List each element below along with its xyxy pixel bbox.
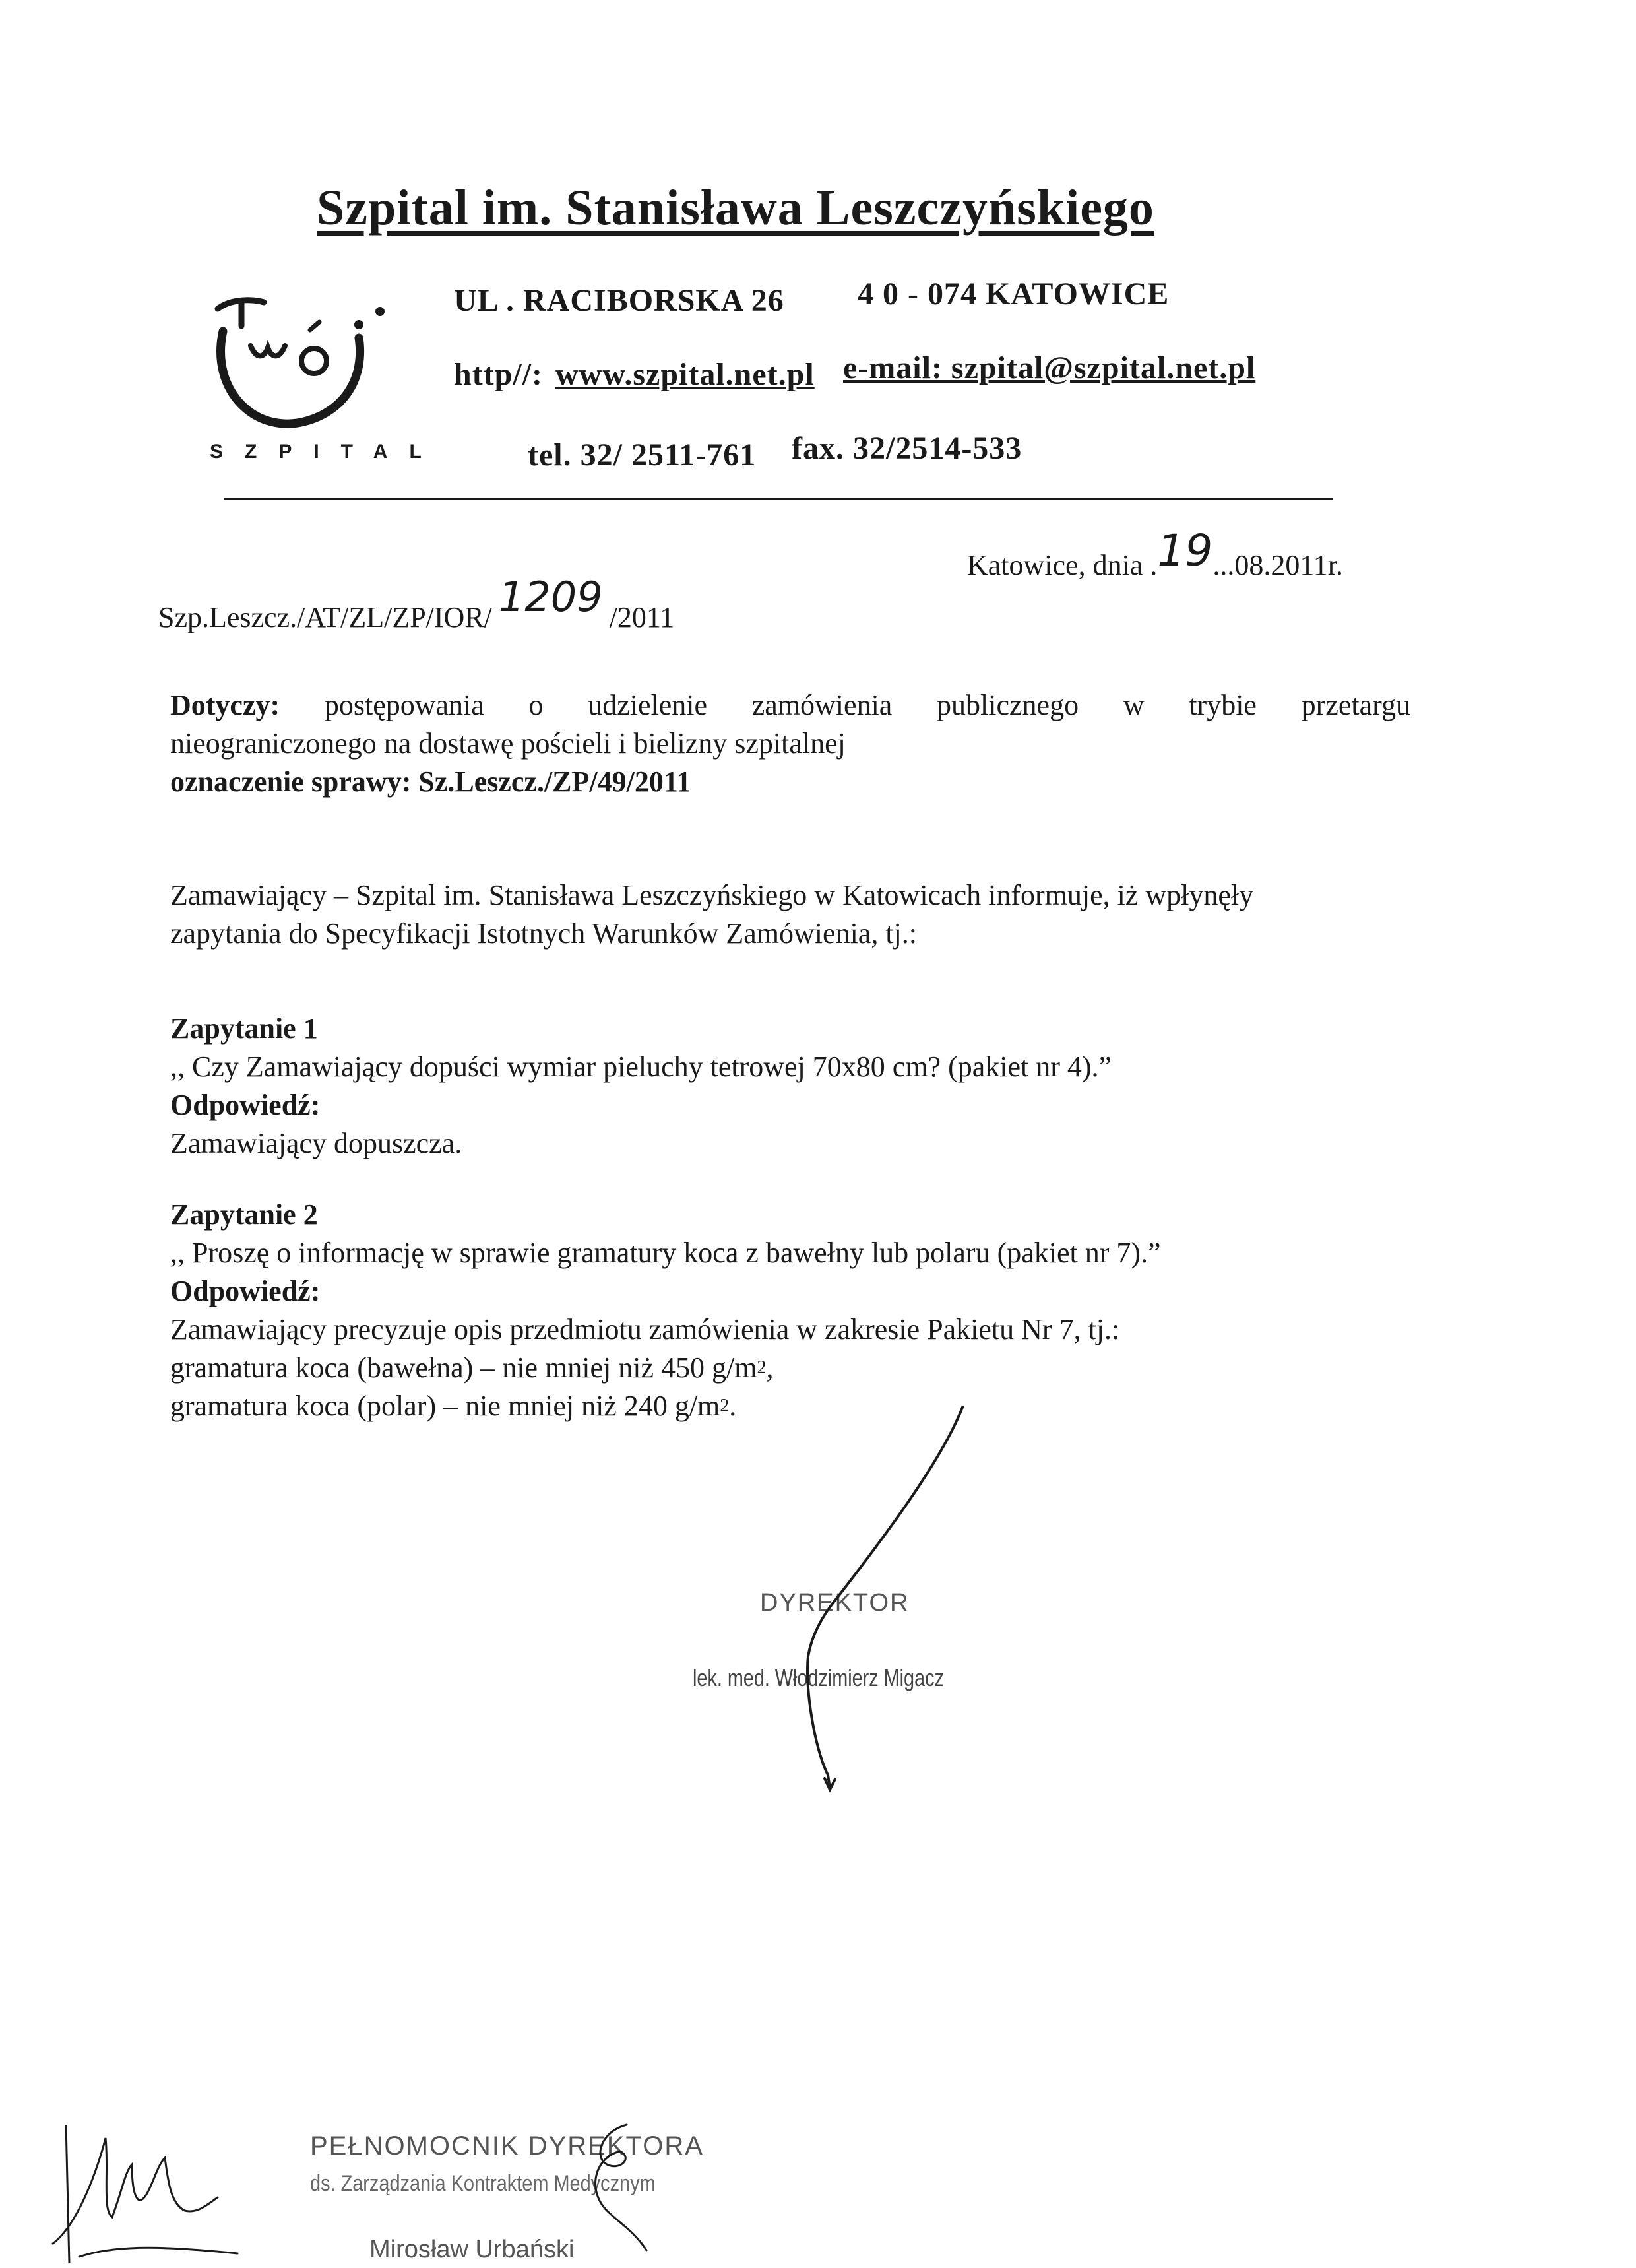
question-2-title: Zapytanie 2	[170, 1198, 318, 1231]
date-suffix: ...08.2011r.	[1212, 549, 1343, 581]
hospital-logo-icon	[203, 285, 394, 463]
question-1-text: ,, Czy Zamawiający dopuści wymiar pieluchy tetrowej 70x80 cm? (pakiet nr 4).”	[170, 1051, 1112, 1083]
proxy-stamp-name: Mirosław Urbański	[369, 2236, 575, 2263]
subject-word: publicznego	[937, 689, 1079, 721]
subject-word: udzielenie	[588, 689, 708, 721]
subject-block	[170, 686, 1410, 801]
proxy-signature-icon	[40, 2112, 277, 2268]
http-label: http//:	[454, 357, 544, 392]
intro-line-1: Zamawiający – Szpital im. Stanisława Leszczyńskiego w Katowicach informuje, iż wpłynęły	[170, 879, 1254, 911]
answer-1-text: Zamawiający dopuszcza.	[170, 1127, 462, 1159]
intro-paragraph	[170, 876, 1424, 953]
subject-line-1	[170, 686, 1410, 725]
subject-word: zamówienia	[751, 689, 893, 721]
answer-2-line-2	[170, 1349, 1397, 1387]
director-stamp-name: lek. med. Włodzimierz Migacz	[693, 1664, 944, 1691]
ref-prefix: Szp.Leszcz./AT/ZL/ZP/IOR/	[158, 601, 492, 633]
proxy-initial-signature-icon	[554, 2118, 699, 2268]
director-stamp-title: DYREKTOR	[760, 1589, 910, 1617]
date-day-handwritten: 19	[1157, 525, 1213, 576]
hospital-title: Szpital im. Stanisława Leszczyńskiego	[317, 180, 1154, 236]
proxy-stamp-subtitle: ds. Zarządzania Kontraktem Medycznym	[310, 2171, 656, 2196]
website-link[interactable]: www.szpital.net.pl	[555, 357, 815, 392]
question-1-title: Zapytanie 1	[170, 1012, 318, 1045]
superscript: 2	[757, 1357, 767, 1378]
proxy-stamp-title: PEŁNOMOCNIK DYREKTORA	[310, 2131, 704, 2160]
ref-number-handwritten: 1209	[498, 573, 603, 621]
answer-2-line-1: Zamawiający precyzuje opis przedmiotu zamówienia w zakresie Pakietu Nr 7, tj.:	[170, 1313, 1120, 1345]
subject-label: Dotyczy:	[170, 689, 280, 721]
fax-number: fax. 32/2514-533	[792, 431, 1022, 466]
logo-caption: SZPITAL	[210, 441, 443, 463]
case-label: oznaczenie sprawy: Sz.Leszcz./ZP/49/2011	[170, 765, 691, 798]
question-1-block	[170, 1010, 1410, 1163]
address-postal: 4 0 - 074 KATOWICE	[858, 276, 1170, 311]
intro-line-2: zapytania do Specyfikacji Istotnych Warunków Zamówienia, tj.:	[170, 917, 917, 950]
question-2-block	[170, 1196, 1397, 1425]
punct: ,	[766, 1351, 774, 1384]
subject-word: postępowania	[324, 689, 484, 721]
director-signature-icon	[686, 1406, 1016, 1815]
superscript: 2	[720, 1396, 730, 1416]
reference-number	[158, 573, 675, 637]
ref-suffix: /2011	[609, 601, 675, 633]
subject-word: przetargu	[1301, 689, 1410, 721]
subject-word: trybie	[1189, 689, 1257, 721]
subject-word: w	[1123, 689, 1145, 721]
date-line	[967, 525, 1343, 585]
subject-word: o	[528, 689, 544, 721]
date-prefix: Katowice, dnia .	[967, 549, 1158, 581]
answer-2-line-3-text: gramatura koca (polar) – nie mniej niż 240 g/m	[170, 1390, 720, 1422]
question-2-text: ,, Proszę o informację w sprawie gramatury koca z bawełny lub polaru (pakiet nr 7).”	[170, 1237, 1161, 1269]
phone-number: tel. 32/ 2511-761	[528, 437, 757, 472]
answer-2-label: Odpowiedź:	[170, 1275, 321, 1307]
email-link[interactable]: e-mail: szpital@szpital.net.pl	[843, 350, 1256, 385]
address-street: UL . RACIBORSKA 26	[454, 283, 784, 318]
punct: .	[729, 1390, 737, 1422]
subject-line-2: nieograniczonego na dostawę pościeli i bielizny szpitalnej	[170, 727, 846, 760]
answer-1-label: Odpowiedź:	[170, 1089, 321, 1121]
answer-2-line-2-text: gramatura koca (bawełna) – nie mniej niż 450 g/m	[170, 1351, 757, 1384]
header-divider	[224, 498, 1333, 500]
